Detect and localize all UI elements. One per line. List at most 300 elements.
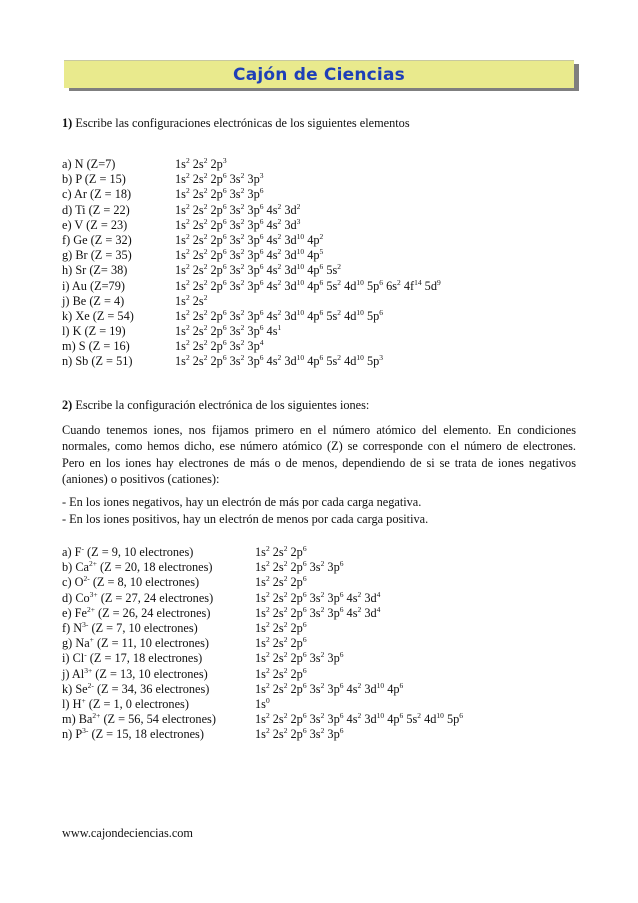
orbital-electrons: 2	[240, 323, 245, 333]
orbital-electrons: 6	[339, 726, 344, 736]
orbital-electrons: 2	[185, 323, 190, 333]
orbital: 4s	[266, 232, 278, 247]
ion-details: (Z = 56, 54 electrones)	[100, 712, 216, 727]
orbital: 4s	[266, 263, 278, 278]
orbital: 3d	[284, 263, 297, 278]
orbital-electrons: 2	[203, 262, 208, 272]
orbital: 1s	[255, 666, 266, 681]
orbital: 2s	[272, 681, 284, 696]
rule-negative: - En los iones negativos, hay un electrón de más por cada carga negativa.	[62, 495, 422, 509]
ion-label	[62, 667, 208, 682]
orbital: 2p	[290, 545, 303, 559]
orbital: 4s	[266, 202, 278, 217]
orbital-electrons: 2	[283, 544, 288, 553]
orbital: 5s	[326, 278, 338, 293]
ion-label	[62, 621, 198, 636]
orbital-electrons: 2	[320, 680, 325, 690]
section2-heading	[62, 398, 369, 413]
ion-label	[62, 712, 216, 727]
ion-details: (Z = 1, 0 electrones)	[85, 696, 189, 711]
orbital-electrons: 10	[356, 307, 364, 317]
orbital: 2p	[290, 727, 303, 742]
element-label: d) Ti (Z = 22)	[62, 202, 130, 217]
orbital-electrons: 2	[265, 711, 270, 721]
orbital-electrons: 6	[222, 231, 227, 241]
orbital: 2s	[192, 232, 204, 247]
orbital: 2p	[210, 354, 223, 369]
ion-details: (Z = 27, 24 electrones)	[97, 590, 214, 605]
orbital: 3s	[309, 590, 321, 605]
orbital-electrons: 2	[240, 307, 245, 317]
orbital: 4p	[307, 248, 320, 263]
orbital: 3d	[284, 202, 297, 217]
electron-config	[255, 712, 463, 727]
ion-details: (Z = 20, 18 electrones)	[96, 560, 213, 575]
orbital: 2s	[272, 620, 284, 635]
orbital: 4d	[344, 308, 357, 323]
orbital: 3p	[247, 308, 260, 323]
orbital: 2p	[210, 232, 223, 247]
electron-config	[255, 575, 307, 590]
orbital-electrons: 10	[376, 680, 385, 690]
ion-charge: +	[89, 635, 94, 645]
orbital-electrons: 6	[302, 680, 307, 690]
orbital: 3s	[229, 278, 241, 293]
orbital-electrons: 6	[379, 307, 383, 317]
orbital-electrons: 2	[185, 277, 190, 287]
orbital: 3s	[229, 202, 241, 217]
orbital-electrons: 2	[397, 277, 401, 287]
orbital: 3d	[284, 217, 297, 232]
orbital-electrons: 6	[222, 247, 227, 257]
ion-symbol: d) Co	[62, 590, 90, 605]
electron-config	[255, 682, 403, 697]
electron-config	[255, 606, 380, 621]
orbital-electrons: 6	[319, 307, 324, 317]
orbital-electrons: 2	[240, 338, 245, 348]
ion-label	[62, 682, 209, 697]
orbital: 3d	[284, 232, 297, 247]
electron-config	[175, 354, 383, 369]
orbital-electrons: 2	[283, 619, 288, 629]
orbital-electrons: 2	[357, 711, 362, 721]
orbital: 3p	[247, 202, 260, 217]
orbital-electrons: 2	[319, 231, 324, 241]
orbital: 1s	[175, 308, 186, 323]
orbital: 1s	[175, 172, 186, 187]
orbital-electrons: 2	[265, 544, 270, 553]
orbital-electrons: 6	[259, 353, 264, 363]
orbital-electrons: 6	[222, 201, 227, 211]
orbital-electrons: 6	[319, 353, 324, 363]
orbital-electrons: 2	[265, 559, 270, 569]
orbital: 3p	[247, 172, 260, 187]
section2-title: Escribe la configuración electrónica de los siguientes iones:	[72, 398, 370, 412]
orbital: 3d	[284, 308, 297, 323]
orbital: 2s	[272, 727, 284, 742]
orbital-electrons: 6	[222, 186, 227, 196]
orbital: 3s	[229, 172, 241, 187]
element-label: c) Ar (Z = 18)	[62, 187, 132, 202]
orbital-electrons: 2	[296, 201, 301, 211]
orbital-electrons: 6	[222, 262, 227, 272]
orbital-electrons: 2	[265, 604, 270, 614]
orbital-electrons: 2	[185, 307, 190, 317]
ion-label	[62, 697, 189, 712]
orbital: 1s	[175, 324, 186, 339]
orbital: 3p	[247, 354, 260, 369]
orbital-electrons: 6	[302, 544, 307, 553]
title-banner	[64, 60, 574, 88]
orbital-electrons: 10	[356, 277, 364, 287]
orbital: 5d	[424, 278, 437, 293]
orbital-electrons: 6	[302, 650, 307, 660]
orbital-electrons: 2	[203, 201, 208, 211]
orbital-electrons: 2	[185, 201, 190, 211]
orbital-electrons: 10	[436, 711, 444, 721]
orbital-electrons: 10	[296, 353, 305, 363]
ion-symbol: g) Na	[62, 636, 90, 651]
orbital: 1s	[255, 651, 266, 666]
orbital: 2s	[192, 172, 204, 187]
orbital: 3p	[247, 278, 260, 293]
element-label: n) Sb (Z = 51)	[62, 354, 133, 369]
orbital: 5p	[366, 278, 380, 293]
orbital: 4p	[307, 263, 320, 278]
orbital: 1s	[175, 339, 186, 354]
orbital: 2s	[272, 712, 284, 727]
ion-label	[62, 606, 210, 621]
ion-charge: 3+	[84, 665, 93, 675]
orbital: 1s	[175, 157, 186, 171]
ion-details: (Z = 34, 36 electrones)	[93, 681, 210, 696]
orbital-electrons: 2	[265, 574, 270, 584]
orbital: 3s	[229, 263, 241, 278]
orbital-electrons: 2	[240, 171, 245, 181]
element-label: j) Be (Z = 4)	[62, 293, 125, 308]
orbital: 2s	[272, 605, 284, 620]
orbital: 3s	[229, 248, 241, 263]
orbital: 3d	[364, 605, 377, 620]
ion-charge: 2-	[83, 574, 90, 584]
orbital-electrons: 4	[259, 338, 264, 348]
element-label: f) Ge (Z = 32)	[62, 232, 132, 247]
orbital: 3p	[247, 232, 260, 247]
orbital-electrons: 2	[320, 650, 325, 660]
orbital: 5p	[446, 712, 460, 727]
orbital: 3p	[327, 727, 340, 742]
orbital-electrons: 2	[185, 216, 190, 226]
orbital: 2s	[272, 590, 284, 605]
orbital: 4s	[346, 681, 358, 696]
orbital-electrons: 2	[283, 726, 288, 736]
ion-symbol: b) Ca	[62, 560, 89, 575]
ion-label	[62, 560, 213, 575]
orbital-electrons: 2	[277, 247, 282, 257]
section2-intro: Cuando tenemos iones, nos fijamos primero en el número atómico del elemento. En condiciones normales, como hemos dicho, ese número atómico (Z) se corresponde con el número de electrones. Pero en los iones hay electrones de más o de menos, dependiendo de si se trata de iones negativos (aniones) o positivos (cationes):	[62, 423, 576, 487]
orbital-electrons: 2	[240, 277, 245, 287]
orbital-electrons: 6	[302, 619, 307, 629]
orbital: 2s	[192, 263, 204, 278]
ion-details: (Z = 26, 24 electrones)	[94, 605, 211, 620]
orbital-electrons: 4	[376, 604, 381, 614]
orbital: 3s	[229, 324, 241, 339]
ion-symbol: e) Fe	[62, 605, 87, 620]
orbital-electrons: 2	[283, 665, 288, 675]
orbital: 1s	[175, 217, 186, 232]
orbital: 2p	[290, 681, 303, 696]
orbital: 2s	[192, 354, 204, 369]
orbital-electrons: 2	[283, 711, 288, 721]
electron-config	[255, 651, 343, 666]
orbital: 3p	[247, 339, 260, 354]
orbital: 3p	[327, 605, 340, 620]
ion-details: (Z = 11, 10 electrones)	[93, 636, 209, 651]
orbital-electrons: 6	[259, 247, 264, 257]
orbital-electrons: 6	[302, 665, 307, 675]
orbital: 1s	[255, 712, 266, 727]
orbital: 3s	[309, 560, 321, 575]
orbital-electrons: 0	[265, 695, 270, 705]
orbital-electrons: 2	[185, 353, 190, 363]
orbital-electrons: 6	[222, 171, 227, 181]
orbital-electrons: 6	[302, 635, 307, 645]
orbital: 2s	[192, 293, 204, 308]
orbital-electrons: 2	[265, 726, 270, 736]
orbital-electrons: 2	[203, 216, 208, 226]
orbital: 3d	[364, 712, 377, 727]
orbital: 4p	[307, 278, 320, 293]
orbital: 1s	[255, 605, 266, 620]
ion-charge: 3+	[89, 589, 98, 599]
electron-config	[175, 233, 323, 248]
ion-details: (Z = 13, 10 electrones)	[92, 666, 208, 681]
orbital: 4s	[346, 605, 358, 620]
orbital: 2p	[210, 308, 223, 323]
orbital-electrons: 6	[339, 650, 344, 660]
ion-symbol: m) Ba	[62, 712, 93, 727]
ion-charge: -	[81, 544, 84, 553]
orbital: 1s	[175, 263, 186, 278]
orbital: 3s	[229, 354, 241, 369]
ion-charge: 3-	[82, 726, 89, 736]
electron-config	[175, 172, 263, 187]
orbital: 2p	[290, 712, 303, 727]
ion-label	[62, 636, 209, 651]
orbital-electrons: 2	[185, 262, 190, 272]
orbital-electrons: 2	[203, 171, 208, 181]
orbital-electrons: 2	[185, 292, 190, 302]
orbital: 4p	[387, 712, 400, 727]
orbital: 2p	[210, 202, 223, 217]
ion-details: (Z = 15, 18 electrones)	[88, 727, 204, 742]
orbital-electrons: 6	[302, 711, 307, 721]
orbital-electrons: 6	[222, 338, 227, 348]
ion-symbol: c) O	[62, 575, 84, 590]
orbital-electrons: 6	[399, 680, 404, 690]
orbital: 3p	[247, 263, 260, 278]
orbital-electrons: 2	[320, 604, 325, 614]
orbital-electrons: 2	[240, 247, 245, 257]
orbital-electrons: 2	[320, 589, 325, 599]
orbital: 2s	[272, 666, 284, 681]
orbital-electrons: 6	[222, 216, 227, 226]
orbital-electrons: 9	[436, 277, 441, 287]
ion-charge: -	[84, 650, 87, 660]
orbital: 3p	[327, 560, 340, 575]
orbital-electrons: 2	[185, 231, 190, 241]
orbital: 1s	[255, 560, 266, 575]
orbital-electrons: 2	[277, 201, 282, 211]
orbital: 1s	[175, 248, 186, 263]
orbital-electrons: 6	[259, 277, 264, 287]
orbital: 6s	[386, 278, 398, 293]
orbital-electrons: 6	[259, 307, 264, 317]
ion-charge: 2+	[88, 559, 97, 569]
orbital-electrons: 2	[265, 589, 270, 599]
orbital-electrons: 6	[339, 711, 344, 721]
orbital-electrons: 6	[222, 307, 227, 317]
element-label: a) N (Z=7)	[62, 157, 116, 171]
orbital-electrons: 2	[203, 231, 208, 241]
element-label: e) V (Z = 23)	[62, 217, 128, 232]
orbital-electrons: 2	[357, 680, 362, 690]
orbital-electrons: 6	[339, 559, 344, 569]
orbital-electrons: 2	[240, 262, 245, 272]
orbital: 3d	[284, 278, 297, 293]
orbital-electrons: 2	[277, 353, 282, 363]
orbital-electrons: 2	[283, 650, 288, 660]
orbital: 2p	[290, 636, 303, 651]
orbital-electrons: 3	[222, 156, 227, 165]
ion-symbol: a) F	[62, 545, 82, 559]
orbital: 4p	[307, 354, 320, 369]
orbital-electrons: 2	[337, 353, 341, 363]
orbital: 2p	[210, 339, 223, 354]
electron-config	[175, 324, 281, 339]
rule-positive: - En los iones positivos, hay un electrón de menos por cada carga positiva.	[62, 512, 429, 526]
orbital: 3d	[364, 590, 377, 605]
ion-details: (Z = 17, 18 electrones)	[86, 651, 203, 666]
orbital-electrons: 2	[283, 680, 288, 690]
orbital: 1s	[255, 545, 266, 559]
orbital-electrons: 2	[240, 231, 245, 241]
orbital-electrons: 2	[337, 277, 341, 287]
orbital: 2p	[290, 605, 303, 620]
orbital-electrons: 6	[339, 680, 344, 690]
orbital-electrons: 2	[203, 292, 208, 302]
orbital-electrons: 2	[203, 156, 208, 165]
ion-details: (Z = 8, 10 electrones)	[89, 575, 200, 590]
orbital: 2p	[210, 217, 223, 232]
orbital: 2p	[210, 278, 223, 293]
orbital: 3p	[247, 248, 260, 263]
element-label: b) P (Z = 15)	[62, 172, 126, 187]
orbital-electrons: 6	[302, 559, 307, 569]
orbital-electrons: 6	[339, 589, 344, 599]
orbital: 5p	[366, 354, 380, 369]
orbital-electrons: 6	[259, 231, 264, 241]
orbital: 4d	[424, 712, 437, 727]
orbital-electrons: 2	[185, 247, 190, 257]
orbital: 2p	[290, 560, 303, 575]
orbital-electrons: 2	[185, 156, 190, 165]
orbital-electrons: 2	[283, 604, 288, 614]
orbital-electrons: 2	[240, 216, 245, 226]
orbital: 2p	[210, 187, 223, 202]
orbital-electrons: 2	[240, 353, 245, 363]
orbital: 2s	[192, 217, 204, 232]
orbital: 3d	[364, 681, 377, 696]
ion-symbol: n) P	[62, 727, 83, 742]
orbital-electrons: 6	[302, 589, 307, 599]
orbital: 2s	[192, 157, 204, 171]
electron-config	[255, 545, 307, 560]
orbital: 4s	[266, 308, 278, 323]
orbital: 3d	[284, 248, 297, 263]
ion-charge: 3-	[82, 619, 89, 629]
orbital: 3s	[229, 187, 241, 202]
orbital-electrons: 6	[259, 216, 264, 226]
ion-charge: 2+	[92, 711, 101, 721]
orbital: 1s	[175, 202, 186, 217]
orbital-electrons: 2	[203, 307, 208, 317]
orbital-electrons: 6	[302, 574, 307, 584]
orbital: 1s	[255, 590, 266, 605]
ion-charge: 2-	[87, 680, 94, 690]
orbital-electrons: 2	[265, 619, 270, 629]
ion-symbol: l) H	[62, 696, 82, 711]
orbital: 3s	[309, 712, 321, 727]
orbital: 3s	[309, 681, 321, 696]
orbital-electrons: 2	[185, 338, 190, 348]
orbital: 2p	[210, 172, 223, 187]
orbital-electrons: 10	[376, 711, 385, 721]
electron-config	[175, 157, 227, 172]
orbital: 2s	[192, 248, 204, 263]
orbital-electrons: 6	[302, 604, 307, 614]
electron-config	[175, 187, 263, 202]
orbital-electrons: 4	[376, 589, 381, 599]
orbital: 5p	[366, 308, 380, 323]
element-label: i) Au (Z=79)	[62, 278, 125, 293]
electron-config	[255, 727, 343, 742]
orbital-electrons: 2	[357, 589, 362, 599]
orbital-electrons: 6	[259, 262, 264, 272]
orbital: 1s	[255, 620, 266, 635]
orbital: 2s	[192, 202, 204, 217]
orbital: 3p	[327, 590, 340, 605]
orbital: 1s	[255, 681, 266, 696]
orbital: 4s	[346, 590, 358, 605]
orbital: 3s	[309, 727, 321, 742]
electron-config	[175, 218, 300, 233]
orbital-electrons: 6	[259, 323, 264, 333]
orbital-electrons: 10	[296, 247, 305, 257]
orbital: 4s	[266, 217, 278, 232]
orbital: 1s	[175, 232, 186, 247]
ion-symbol: f) N	[62, 620, 83, 635]
orbital-electrons: 3	[296, 216, 301, 226]
orbital-electrons: 2	[203, 353, 208, 363]
electron-config	[175, 248, 323, 263]
orbital-electrons: 2	[203, 323, 208, 333]
ion-label	[62, 545, 193, 560]
orbital-electrons: 2	[185, 171, 190, 181]
orbital-electrons: 6	[379, 277, 383, 287]
orbital: 2p	[290, 620, 303, 635]
orbital-electrons: 2	[357, 604, 362, 614]
